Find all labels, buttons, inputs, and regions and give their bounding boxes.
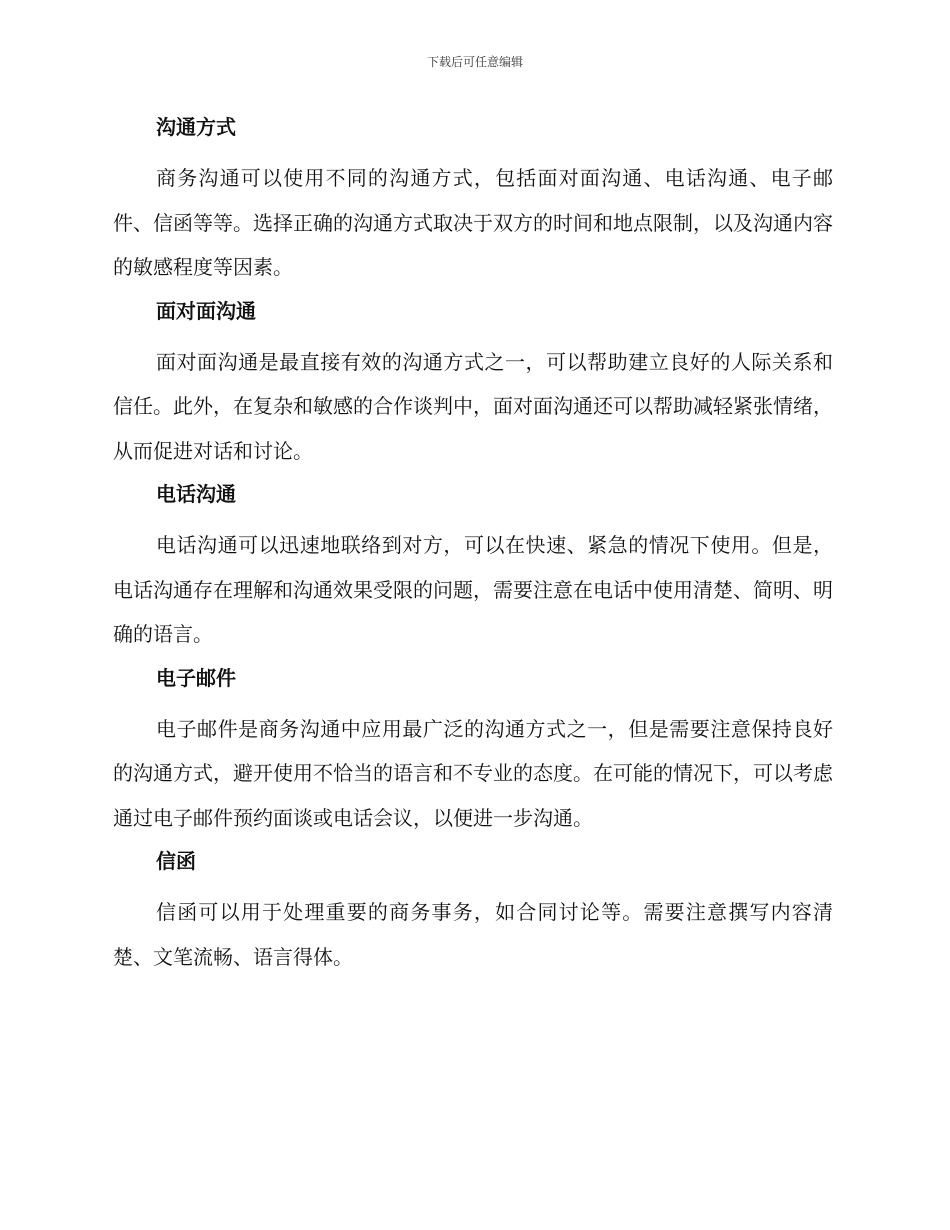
section-face-to-face — [113, 296, 833, 474]
section-heading: 电话沟通 — [156, 482, 236, 506]
section-heading: 面对面沟通 — [156, 298, 256, 323]
section-paragraph: 信函可以用于处理重要的商务事务，如合同讨论等。需要注意撰写内容清楚、文笔流畅、语言得体。 — [113, 900, 833, 969]
document-body — [113, 112, 833, 985]
section-communication-methods — [113, 112, 833, 290]
section-phone — [113, 479, 833, 657]
header-note: 下载后可任意编辑 — [426, 55, 523, 69]
section-email — [113, 663, 833, 841]
section-letter — [113, 846, 833, 979]
section-heading: 信函 — [156, 849, 196, 873]
section-paragraph: 电话沟通可以迅速地联络到对方，可以在快速、紧急的情况下使用。但是，电话沟通存在理解和沟通效果受限的问题，需要注意在电话中使用清楚、简明、明确的语言。 — [113, 533, 833, 646]
section-paragraph: 商务沟通可以使用不同的沟通方式，包括面对面沟通、电话沟通、电子邮件、信函等等。选择正确的沟通方式取决于双方的时间和地点限制，以及沟通内容的敏感程度等因素。 — [113, 166, 833, 279]
section-heading: 电子邮件 — [156, 665, 236, 690]
section-paragraph: 面对面沟通是最直接有效的沟通方式之一，可以帮助建立良好的人际关系和信任。此外，在复杂和敏感的合作谈判中，面对面沟通还可以帮助减轻紧张情绪，从而促进对话和讨论。 — [113, 349, 833, 463]
section-paragraph: 电子邮件是商务沟通中应用最广泛的沟通方式之一，但是需要注意保持良好的沟通方式，避开使用不恰当的语言和不专业的态度。在可能的情况下，可以考虑通过电子邮件预约面谈或电话会议，以便进一步沟通。 — [113, 716, 833, 830]
section-heading: 沟通方式 — [156, 115, 236, 139]
